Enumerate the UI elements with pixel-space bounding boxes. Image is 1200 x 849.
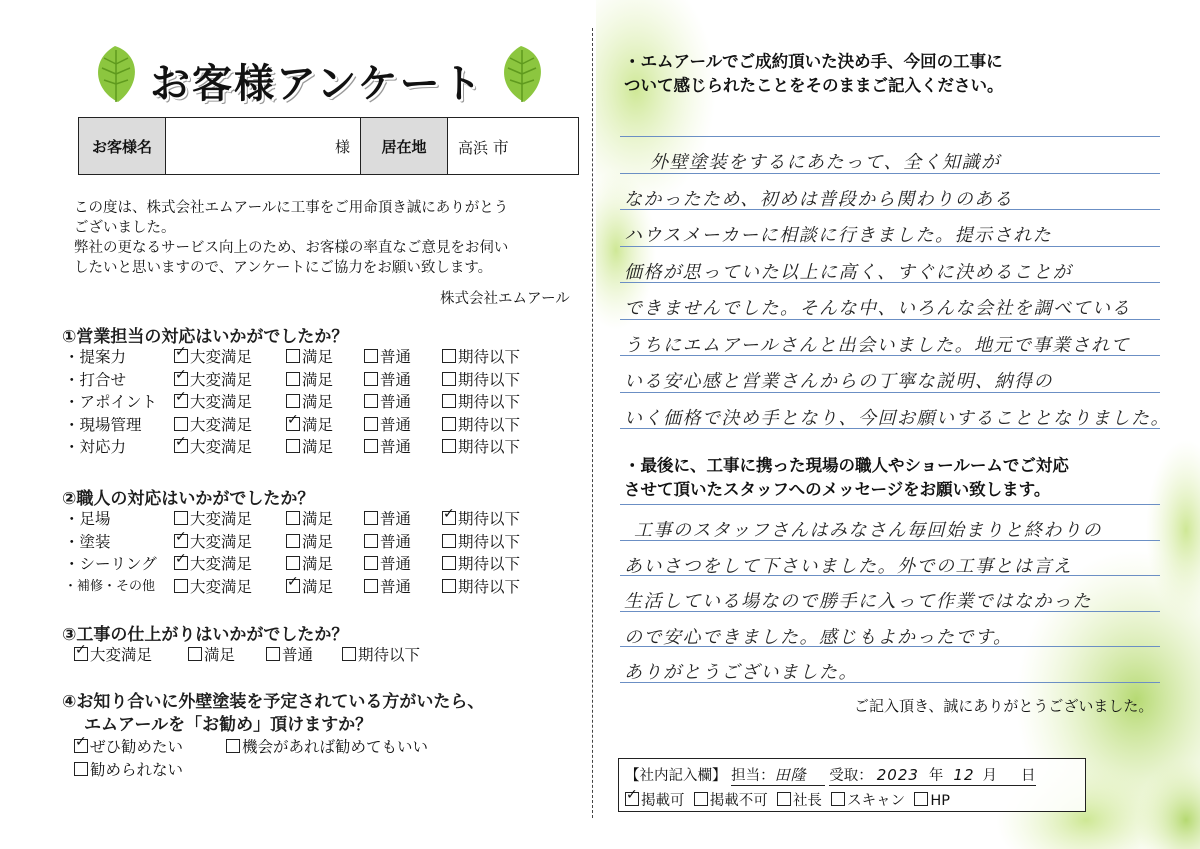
tanto-label: 担当： [731,768,775,784]
q1-option[interactable]: 期待以下 [442,435,520,457]
handwritten-answer-line: いる安心感と営業さんからの丁寧な説明、納得の [624,371,1053,392]
q3-heading: ③工事の仕上がりはいかがでしたか？ [62,625,349,645]
q1-option[interactable]: 期待以下 [442,413,520,435]
question6-heading: ・最後に、工事に携った現場の職人やショールームでご対応 させて頂いたスタッフへのメッセージをお願い致します。 [624,456,1069,499]
staff-use-box [618,758,1086,812]
handwritten-answer-line: 価格が思っていた以上に高く、すぐに決めることが [624,261,1073,283]
checkbox[interactable] [364,394,378,408]
year-value[interactable]: 2023 [876,766,919,784]
q1-option[interactable]: 期待以下 [442,390,520,412]
q1-row [64,368,564,390]
intro-line: したいと思いますので、アンケートにご協力をお願い致します。 [74,260,493,276]
staff-check[interactable]: スキャン [831,793,905,809]
q4-option-maybe[interactable]: 機会があれば勧めてもいい [226,735,428,757]
q1-option[interactable]: 満足 [286,345,333,367]
checkbox[interactable] [625,792,639,806]
q1-option[interactable]: 満足 [286,435,333,457]
q2-option[interactable]: 普通 [364,530,411,552]
q2-option[interactable]: 満足 [286,552,333,574]
q2-option[interactable]: 普通 [364,552,411,574]
q1-option[interactable]: 普通 [364,413,411,435]
q2-row-label: ・塗装 [64,532,111,551]
checkbox[interactable] [286,439,300,453]
checkbox[interactable] [286,417,300,431]
q1-option[interactable]: ✓ 大変満足 [174,345,252,367]
q1-option[interactable]: 大変満足 [174,413,252,435]
checkbox[interactable] [74,647,88,661]
q1-option[interactable]: ✓ 大変満足 [174,435,252,457]
q2-row [64,507,564,529]
column-divider [592,28,593,818]
handwritten-answer-line: なかったため、初めは普段から関わりのある [624,188,1014,210]
checkbox[interactable] [286,556,300,570]
location-suffix: 市 [492,137,509,157]
intro-line: ございました。 [74,220,176,236]
checkbox[interactable] [442,394,456,408]
q3-option[interactable]: 満足 [188,643,235,665]
checkbox[interactable] [286,394,300,408]
checkbox[interactable] [831,792,845,806]
checkbox[interactable] [364,349,378,363]
ruled-line [620,136,1160,137]
checkbox[interactable] [442,511,456,525]
checkbox[interactable] [914,792,928,806]
q1-option[interactable]: ✓ 大変満足 [174,368,252,390]
checkbox[interactable] [364,511,378,525]
q4-option-recommend[interactable]: ✓ぜひ勧めたい [74,735,183,757]
checkbox[interactable] [286,534,300,548]
q3-option[interactable]: ✓大変満足 [74,643,152,665]
q1-row [64,435,564,457]
checkbox[interactable] [174,417,188,431]
handwritten-answer-line: うちにエムアールさんと出会いました。地元で事業されて [624,334,1131,356]
q1-row-label: ・打合せ [64,370,127,389]
checkbox[interactable] [174,556,188,570]
checkbox[interactable] [174,394,188,408]
leaf-icon-right [494,44,548,106]
checkbox[interactable] [364,534,378,548]
q1-option[interactable]: ✓ 満足 [286,413,333,435]
staff-box-label: 【社内記入欄】 [625,768,727,784]
q2-option[interactable]: 大変満足 [174,575,252,597]
q1-option[interactable]: 期待以下 [442,368,520,390]
checkbox[interactable] [777,792,791,806]
company-name: 株式会社エムアール [440,291,570,307]
q2-option[interactable]: 期待以下 [442,575,520,597]
q1-option[interactable]: 満足 [286,390,333,412]
handwritten-answer-line: いく価格で決め手となり、今回お願いすることとなりました。 [624,407,1170,429]
q1-row-label: ・アポイント [64,393,158,411]
q2-option[interactable]: 普通 [364,575,411,597]
customer-name-field[interactable] [166,118,361,175]
q4-options-row2 [74,758,374,780]
question5-heading: ・エムアールでご成約頂いた決め手、今回の工事に ついて感じられたことをそのままご記入ください。 [624,52,1004,95]
q3-option[interactable]: 普通 [266,643,313,665]
q1-row-label: ・提案力 [64,348,127,366]
q2-row [64,575,564,597]
checkbox[interactable] [442,417,456,431]
handwritten-answer-line: ので安心できました。感じもよかったです。 [624,626,1013,648]
checkbox[interactable] [364,579,378,593]
q1-row [64,390,564,412]
q2-option[interactable]: 期待以下 [442,552,520,574]
staff-check[interactable]: HP [914,793,950,809]
handwritten-answer-line: あいさつをして下さいました。外での工事とは言え [624,555,1073,577]
customer-info-table [78,117,579,175]
checkbox[interactable] [442,534,456,548]
checkbox[interactable] [286,511,300,525]
intro-line: 弊社の更なるサービス向上のため、お客様の率直なご意見をお伺い [74,240,509,256]
q4-options-row1 [74,735,494,757]
location-field[interactable] [448,118,579,175]
handwritten-answer-line: ハウスメーカーに相談に行きました。提示された [624,225,1053,246]
handwritten-answer-line: できませんでした。そんな中、いろんな会社を調べている [624,298,1131,319]
staff-check[interactable]: 掲載不可 [694,793,768,809]
q1-heading: ①営業担当の対応はいかがでしたか？ [62,327,349,347]
q1-row [64,345,564,367]
q1-option[interactable]: 普通 [364,368,411,390]
checkbox[interactable] [364,372,378,386]
customer-suffix: 様 [334,137,350,156]
checkbox[interactable] [364,556,378,570]
checkbox[interactable] [74,762,88,776]
checkbox[interactable] [174,511,188,525]
q2-option[interactable]: 大変満足 [174,507,252,529]
checkbox[interactable] [266,647,280,661]
checkbox[interactable] [694,792,708,806]
checkbox[interactable] [174,349,188,363]
tanto-value[interactable]: 田隆 [775,766,825,786]
q4-heading-line2: エムアールを「お勧め」頂けますか？ [84,715,373,735]
q2-heading: ②職人の対応はいかがでしたか？ [62,489,315,509]
customer-name-label: お客様名 [79,118,166,175]
page-title: お客様アンケート [150,61,484,107]
checkbox[interactable] [442,439,456,453]
checkbox[interactable] [174,579,188,593]
staff-row2 [625,789,950,810]
q1-option[interactable]: 普通 [364,435,411,457]
q1-row-label: ・対応力 [64,438,127,456]
q1-option[interactable]: ✓ 大変満足 [174,390,252,412]
q2-row [64,530,564,552]
intro-line: この度は、株式会社エムアールに工事をご用命頂き誠にありがとう [74,200,509,216]
checkbox[interactable] [174,534,188,548]
staff-check[interactable]: ✓掲載可 [625,793,685,809]
checkbox[interactable] [364,417,378,431]
q1-option[interactable]: 満足 [286,368,333,390]
q3-options [74,643,474,665]
q2-option[interactable]: 期待以下 [442,530,520,552]
q1-option[interactable]: 普通 [364,390,411,412]
checkbox[interactable] [442,372,456,386]
staff-row1: 【社内記入欄】 担当：田隆 受取： 2023 年 12 月 日 [625,766,1036,784]
checkbox[interactable] [286,349,300,363]
q2-option[interactable]: ✓ 期待以下 [442,507,520,529]
q3-option[interactable]: 期待以下 [342,643,420,665]
q2-option[interactable]: 満足 [286,530,333,552]
checkbox[interactable] [174,439,188,453]
q1-row-label: ・現場管理 [64,415,142,434]
checkbox[interactable] [442,349,456,363]
q4-heading-line1: ④お知り合いに外壁塗装を予定されている方がいたら、 [62,692,485,712]
q2-option[interactable]: 満足 [286,507,333,529]
leaf-icon-left [88,44,142,106]
checkbox[interactable] [442,556,456,570]
checkbox[interactable] [188,647,202,661]
checkbox[interactable] [286,579,300,593]
q2-option[interactable]: 普通 [364,507,411,529]
q1-option[interactable]: 期待以下 [442,345,520,367]
q2-row-label: ・シーリング [64,555,157,573]
q1-option[interactable]: 普通 [364,345,411,367]
uketori-label: 受取： [829,768,873,784]
month-value[interactable]: 12 [953,766,975,784]
q2-row-label: ・足場 [64,510,111,528]
checkbox[interactable] [174,372,188,386]
intro-text [74,198,574,278]
staff-check[interactable]: 社長 [777,793,822,809]
q2-row-label: ・補修・その他 [64,578,156,594]
thanks-text: ご記入頂き、誠にありがとうございました。 [854,697,1154,715]
q2-row [64,552,564,574]
checkbox[interactable] [364,439,378,453]
q4-option-no[interactable]: 勧められない [74,758,183,780]
handwritten-answer-line: 外壁塗装をするにあたって、全く知識が [650,152,1001,173]
handwritten-answer-line: 生活している場なので勝手に入って作業ではなかった [624,591,1092,612]
q2-option[interactable]: ✓ 大変満足 [174,552,252,574]
handwritten-answer-line: 工事のスタッフさんはみなさん毎回始まりと終わりの [634,520,1102,541]
q2-option[interactable]: ✓ 満足 [286,575,333,597]
location-value: 高浜 [458,138,489,157]
checkbox[interactable] [442,579,456,593]
location-label: 居在地 [361,118,448,175]
q2-option[interactable]: ✓ 大変満足 [174,530,252,552]
handwritten-answer-line: ありがとうございました。 [624,662,858,683]
checkbox[interactable] [226,739,240,753]
checkbox[interactable] [286,372,300,386]
checkbox[interactable] [74,739,88,753]
checkbox[interactable] [342,647,356,661]
ruled-line [620,504,1160,505]
q1-row [64,413,564,435]
